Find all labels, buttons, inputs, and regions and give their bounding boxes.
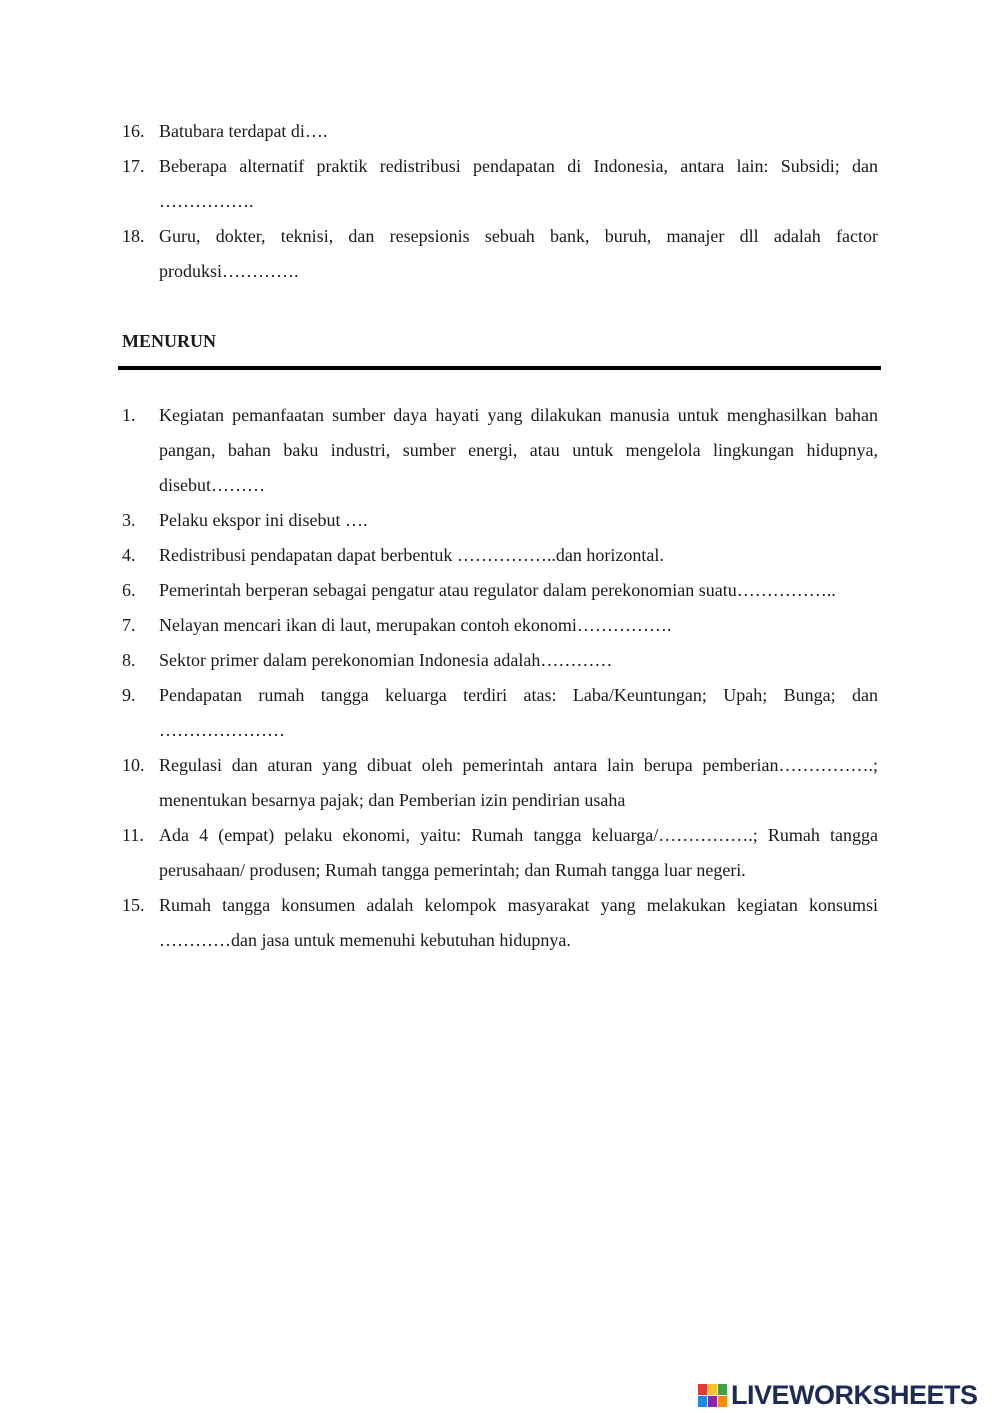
- section-divider: [118, 366, 881, 370]
- question-item: [122, 748, 878, 818]
- question-text: Rumah tangga konsumen adalah kelompok masyarakat yang melakukan kegiatan konsumsi …………dan jasa untuk memenuhi kebutuhan hidupnya.: [159, 895, 878, 950]
- question-number: 1.: [122, 405, 136, 425]
- question-item: [122, 888, 878, 958]
- question-item: [122, 538, 878, 573]
- question-number: 7.: [122, 615, 136, 635]
- question-text: Batubara terdapat di….: [159, 121, 328, 141]
- question-number: 3.: [122, 510, 136, 530]
- question-text: Sektor primer dalam perekonomian Indonesia adalah…………: [159, 650, 613, 670]
- question-text: Guru, dokter, teknisi, dan resepsionis sebuah bank, buruh, manajer dll adalah factor produksi………….: [159, 226, 878, 281]
- question-number: 10.: [122, 755, 145, 775]
- question-item: [122, 398, 878, 503]
- logo-tile: [708, 1396, 717, 1407]
- question-number: 17.: [122, 156, 145, 176]
- question-number: 11.: [122, 825, 144, 845]
- question-text: Pendapatan rumah tangga keluarga terdiri atas: Laba/Keuntungan; Upah; Bunga; dan …………………: [159, 685, 878, 740]
- logo-tile: [698, 1396, 707, 1407]
- question-text: Beberapa alternatif praktik redistribusi pendapatan di Indonesia, antara lain: Subsidi; dan …………….: [159, 156, 878, 211]
- question-item: [122, 608, 878, 643]
- liveworksheets-watermark[interactable]: [698, 1380, 978, 1410]
- watermark-text: LIVEWORKSHEETS: [731, 1380, 978, 1410]
- question-text: Pelaku ekspor ini disebut ….: [159, 510, 368, 530]
- section-heading-menurun: MENURUN: [122, 331, 216, 351]
- question-number: 8.: [122, 650, 136, 670]
- question-number: 18.: [122, 226, 145, 246]
- logo-tile: [708, 1384, 717, 1395]
- logo-tile: [698, 1384, 707, 1395]
- question-text: Regulasi dan aturan yang dibuat oleh pemerintah antara lain berupa pemberian…………….; menentukan besarnya pajak; dan Pemberian izin pendirian usaha: [159, 755, 878, 810]
- question-item: [122, 818, 878, 888]
- question-item: [122, 643, 878, 678]
- question-item: [122, 678, 878, 748]
- question-list-mendatar: [122, 114, 878, 289]
- logo-tile: [718, 1384, 727, 1395]
- question-text: Pemerintah berperan sebagai pengatur atau regulator dalam perekonomian suatu……………..: [159, 580, 836, 600]
- question-number: 6.: [122, 580, 136, 600]
- question-number: 16.: [122, 121, 145, 141]
- question-number: 15.: [122, 895, 145, 915]
- question-item: [122, 503, 878, 538]
- question-number: 9.: [122, 685, 136, 705]
- question-item: [122, 219, 878, 289]
- question-text: Nelayan mencari ikan di laut, merupakan contoh ekonomi…………….: [159, 615, 672, 635]
- question-item: [122, 573, 878, 608]
- logo-tile: [718, 1396, 727, 1407]
- liveworksheets-logo-icon: [698, 1384, 727, 1407]
- question-text: Ada 4 (empat) pelaku ekonomi, yaitu: Rumah tangga keluarga/…………….; Rumah tangga perusahaan/ produsen; Rumah tangga pemerintah; dan Rumah tangga luar negeri.: [159, 825, 878, 880]
- question-text: Redistribusi pendapatan dapat berbentuk ……………..dan horizontal.: [159, 545, 664, 565]
- question-number: 4.: [122, 545, 136, 565]
- question-text: Kegiatan pemanfaatan sumber daya hayati yang dilakukan manusia untuk menghasilkan bahan pangan, bahan baku industri, sumber energi, atau untuk mengelola lingkungan hidupnya, disebut………: [159, 405, 878, 495]
- question-list-menurun: [122, 398, 878, 958]
- question-item: [122, 114, 878, 149]
- question-item: [122, 149, 878, 219]
